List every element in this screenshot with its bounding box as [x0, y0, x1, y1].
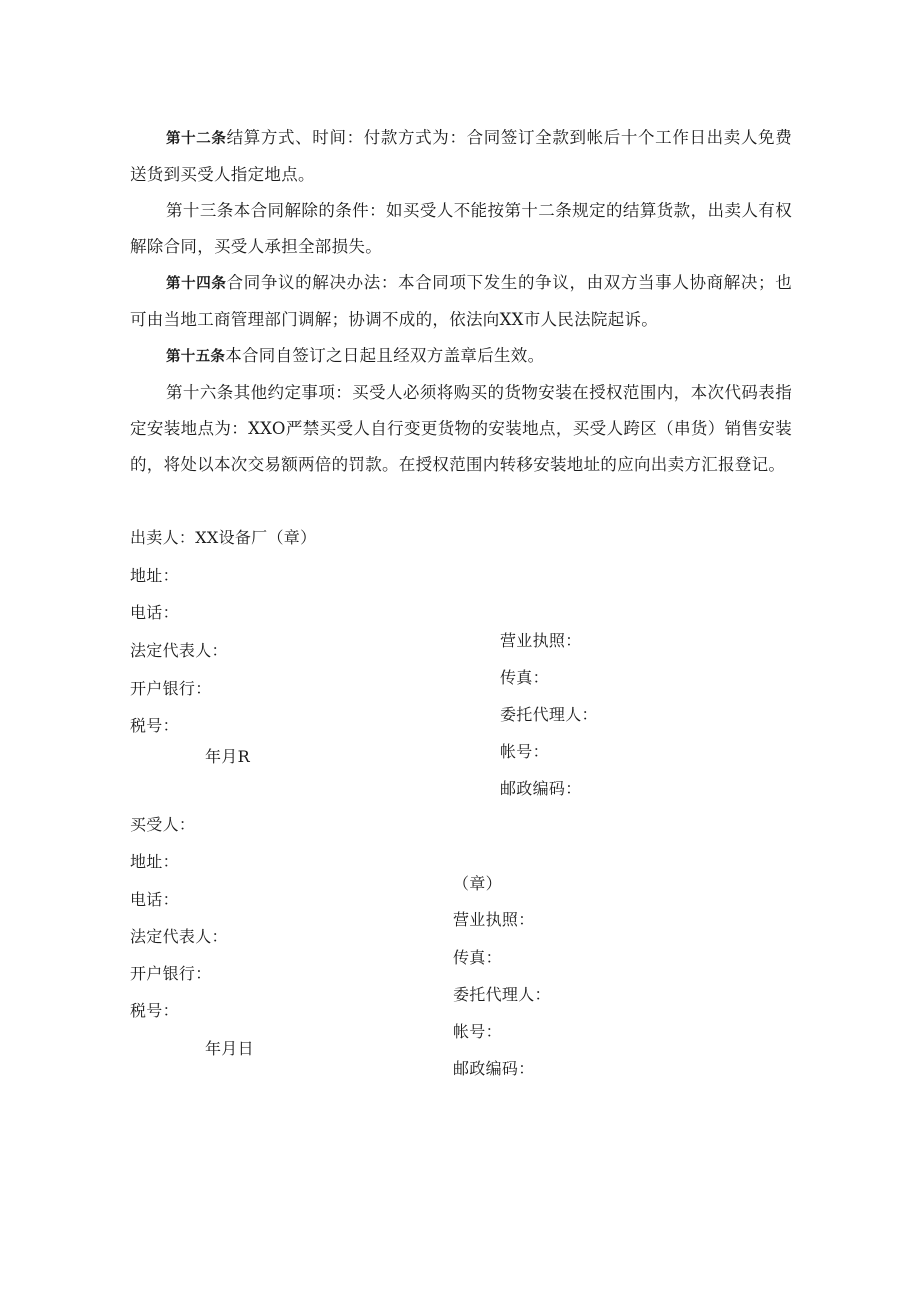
- seller-bank-label: 开户银行：: [130, 679, 212, 698]
- buyer-account-label: 帐号：: [453, 1022, 502, 1041]
- buyer-address-label: 地址：: [130, 852, 179, 871]
- clause-14: [130, 265, 792, 338]
- seller-tax-label: 税号：: [130, 716, 179, 735]
- clause-number: 第十三条: [166, 201, 234, 220]
- clause-text: 本合同自签订之日起且经双方盖章后生效。: [225, 346, 545, 365]
- clause-12: [130, 120, 792, 193]
- buyer-license-label: 营业执照：: [453, 910, 535, 929]
- buyer-date: 年月日: [205, 1039, 254, 1058]
- seller-postcode-label: 邮政编码：: [500, 779, 582, 798]
- clause-13: [130, 193, 792, 265]
- clause-number: 第十二条: [166, 131, 227, 147]
- seller-date: 年月R: [205, 747, 250, 766]
- clause-15: [130, 338, 792, 375]
- buyer-fax-label: 传真：: [453, 948, 502, 967]
- buyer-phone-label: 电话：: [130, 890, 179, 909]
- buyer-agent-label: 委托代理人：: [453, 985, 551, 1004]
- seller-license-label: 营业执照：: [500, 631, 582, 650]
- buyer-tax-label: 税号：: [130, 1001, 179, 1020]
- clause-16: [130, 375, 792, 483]
- seller-legal-rep-label: 法定代表人：: [130, 641, 228, 660]
- seller-name: 出卖人：XX设备厂（章）: [130, 528, 317, 547]
- clause-text: 本合同解除的条件：如买受人不能按第十二条规定的结算货款，出卖人有权解除合同，买受人承担全部损失。: [130, 201, 793, 256]
- buyer-bank-label: 开户银行：: [130, 964, 212, 983]
- clause-number: 第十五条: [166, 349, 226, 365]
- seller-address-label: 地址：: [130, 566, 179, 585]
- clause-text: 其他约定事项：买受人必须将购买的货物安装在授权范围内，本次代码表指定安装地点为：XXO严禁买受人自行变更货物的安装地点，买受人跨区（串货）销售安装的，将处以本次交易额两倍的罚款。在授权范围内转移安装地址的应向出卖方汇报登记。: [130, 383, 793, 474]
- seller-fax-label: 传真：: [500, 668, 549, 687]
- seller-agent-label: 委托代理人：: [500, 705, 598, 724]
- clause-text: 合同争议的解决办法：本合同项下发生的争议，由双方当事人协商解决；也可由当地工商管理部门调解；协调不成的，依法向XX市人民法院起诉。: [130, 273, 792, 329]
- buyer-seal: （章）: [453, 874, 502, 893]
- clause-number: 第十四条: [166, 276, 227, 292]
- buyer-name: 买受人：: [130, 815, 196, 834]
- contract-clauses: [130, 120, 792, 483]
- clause-number: 第十六条: [166, 383, 234, 402]
- buyer-postcode-label: 邮政编码：: [453, 1059, 535, 1078]
- clause-text: 结算方式、时间：付款方式为：合同签订全款到帐后十个工作日出卖人免费送货到买受人指定地点。: [130, 128, 792, 184]
- seller-phone-label: 电话：: [130, 603, 179, 622]
- buyer-legal-rep-label: 法定代表人：: [130, 927, 228, 946]
- seller-account-label: 帐号：: [500, 742, 549, 761]
